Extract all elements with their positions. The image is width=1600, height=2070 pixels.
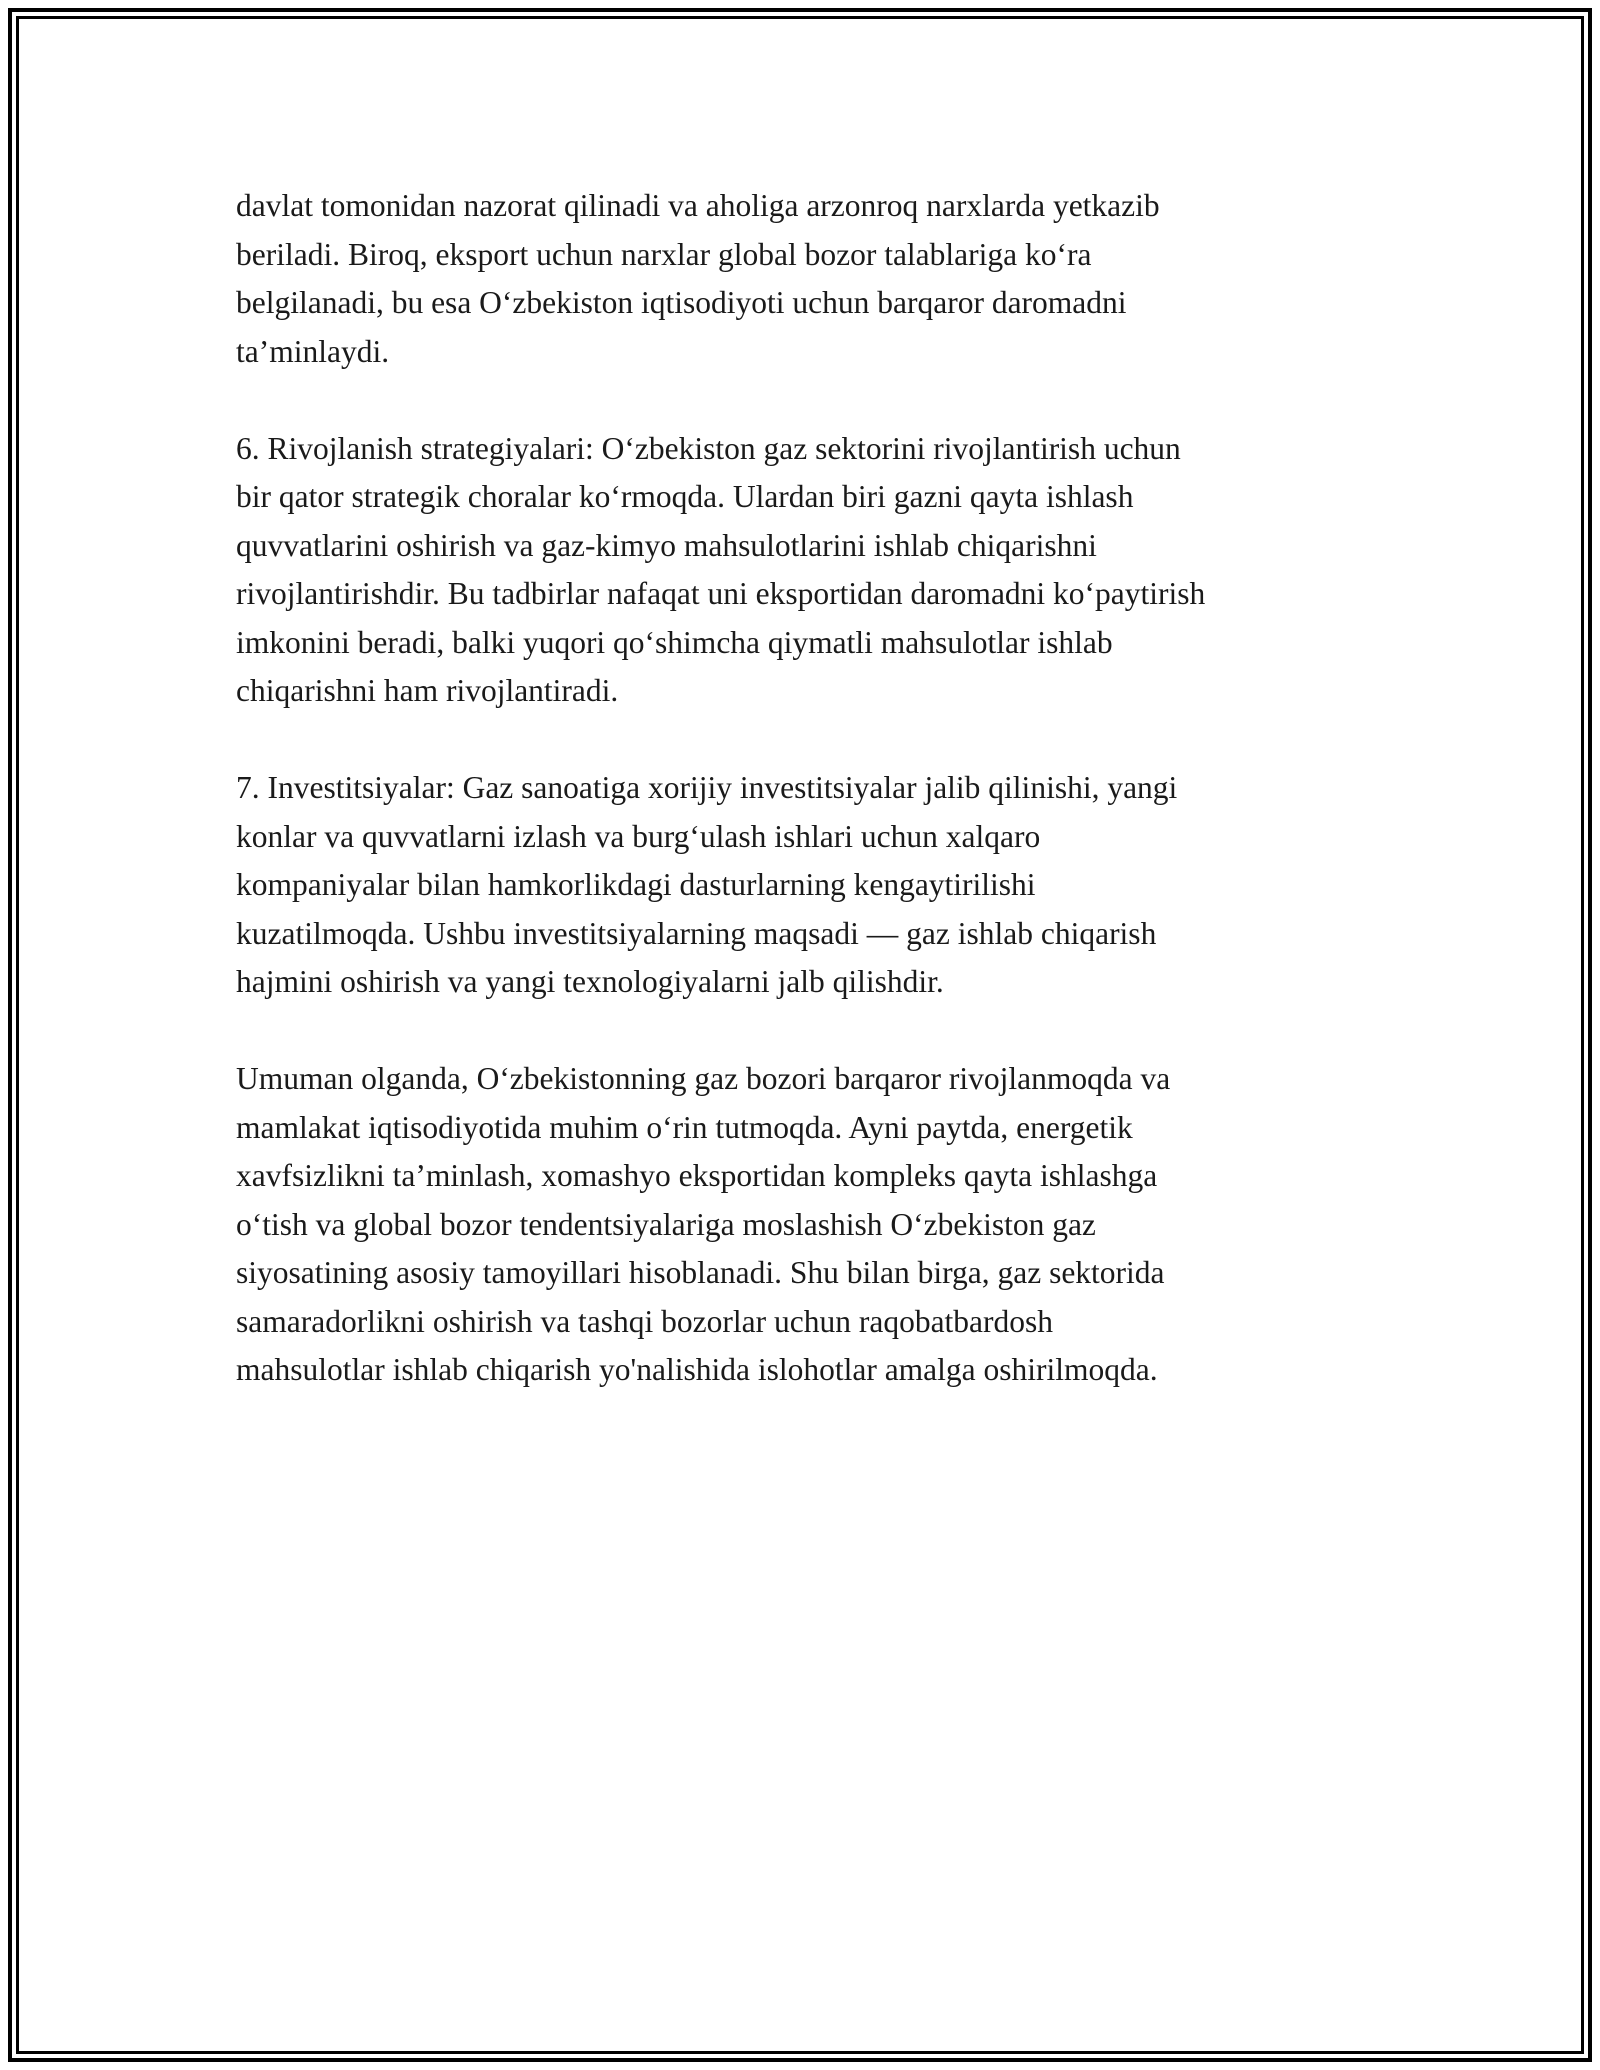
text-line: 7. Investitsiyalar: Gaz sanoatiga xorijiy investitsiyalar jalib qilinishi, yangi [236, 770, 1178, 805]
paragraph-pricing [236, 182, 1376, 376]
text-line: xavfsizlikni ta’minlash, xomashyo eksportidan kompleks qayta ishlashga [236, 1158, 1158, 1193]
text-line: bir qator strategik choralar ko‘rmoqda. Ulardan biri gazni qayta ishlash [236, 479, 1134, 514]
text-line: samaradorlikni oshirish va tashqi bozorlar uchun raqobatbardosh [236, 1303, 1054, 1339]
paragraph-investments [236, 764, 1376, 1007]
text-line: belgilanadi, bu esa O‘zbekiston iqtisodiyoti uchun barqaror daromadni [236, 285, 1127, 320]
text-line: mahsulotlar ishlab chiqarish yo'nalishida islohotlar amalga oshirilmoqda. [236, 1352, 1158, 1387]
text-line: chiqarishni ham rivojlantiradi. [236, 673, 619, 708]
text-line: imkonini beradi, balki yuqori qo‘shimcha qiymatli mahsulotlar ishlab [236, 624, 1113, 660]
text-line: beriladi. Biroq, eksport uchun narxlar global bozor talablariga ko‘ra [236, 236, 1092, 272]
text-line: rivojlantirishdir. Bu tadbirlar nafaqat uni eksportidan daromadni ko‘paytirish [236, 576, 1206, 611]
document-body [236, 182, 1376, 1443]
text-line: siyosatining asosiy tamoyillari hisoblanadi. Shu bilan birga, gaz sektorida [236, 1255, 1165, 1290]
text-line: davlat tomonidan nazorat qilinadi va aholiga arzonroq narxlarda yetkazib [236, 188, 1160, 223]
text-line: quvvatlarini oshirish va gaz-kimyo mahsulotlarini ishlab chiqarishni [236, 527, 1097, 563]
text-line: Umuman olganda, O‘zbekistonning gaz bozori barqaror rivojlanmoqda va [236, 1061, 1171, 1096]
text-line: kuzatilmoqda. Ushbu investitsiyalarning maqsadi — gaz ishlab chiqarish [236, 915, 1157, 951]
text-line: o‘tish va global bozor tendentsiyalariga moslashish O‘zbekiston gaz [236, 1206, 1096, 1242]
text-line: kompaniyalar bilan hamkorlikdagi dasturlarning kengaytirilishi [236, 867, 1036, 902]
text-line: mamlakat iqtisodiyotida muhim o‘rin tutmoqda. Ayni paytda, energetik [236, 1109, 1133, 1145]
paragraph-development-strategies [236, 425, 1376, 716]
paragraph-conclusion [236, 1055, 1376, 1395]
text-line: hajmini oshirish va yangi texnologiyalarni jalb qilishdir. [236, 964, 944, 999]
text-line: 6. Rivojlanish strategiyalari: O‘zbekiston gaz sektorini rivojlantirish uchun [236, 430, 1181, 466]
text-line: ta’minlaydi. [236, 333, 390, 369]
text-line: konlar va quvvatlarni izlash va burg‘ulash ishlari uchun xalqaro [236, 818, 1041, 854]
